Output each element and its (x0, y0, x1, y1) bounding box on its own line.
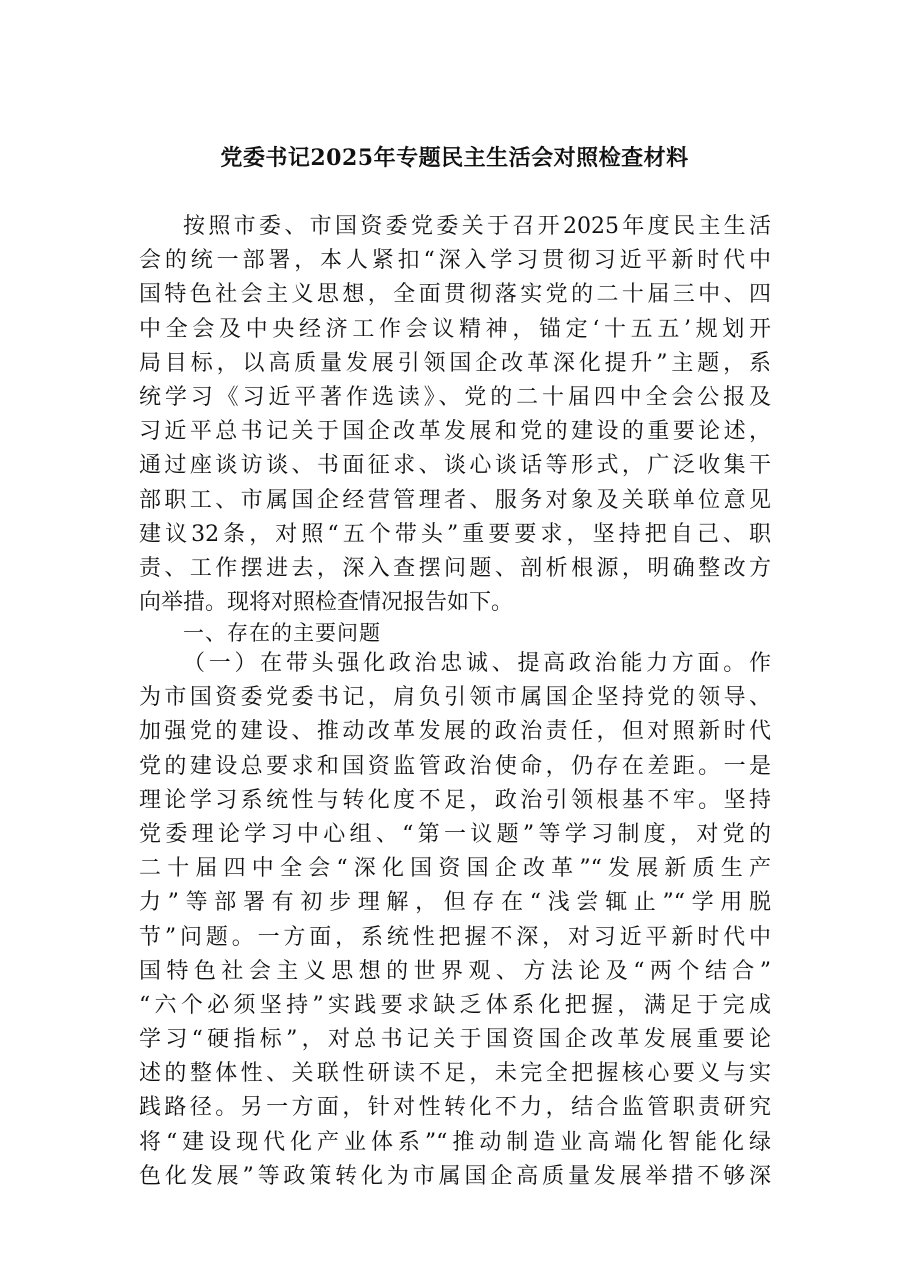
paragraph-line: 理论学习系统性与转化度不足，政治引领根基不牢。坚持 (139, 787, 771, 813)
paragraph-line: 会的统一部署，本人紧扣“深入学习贯彻习近平新时代中 (139, 248, 771, 274)
section-paragraph (139, 647, 771, 1194)
paragraph-line: “六个必须坚持”实践要求缺乏体系化把握，满足于完成 (139, 992, 771, 1018)
paragraph-line: 向举措。现将对照检查情况报告如下。 (139, 590, 514, 616)
paragraph-line: 国特色社会主义思想的世界观、方法论及“两个结合” (139, 958, 771, 984)
paragraph-line: 局目标，以高质量发展引领国企改革深化提升”主题，系 (139, 350, 771, 376)
paragraph-line: 将“建设现代化产业体系”“推动制造业高端化智能化绿 (139, 1129, 771, 1155)
paragraph-line: 习近平总书记关于国企改革发展和党的建设的重要论述， (139, 419, 771, 445)
paragraph-line: 为市国资委党委书记，肩负引领市属国企坚持党的领导、 (139, 685, 771, 711)
paragraph-line: 节”问题。一方面，系统性把握不深，对习近平新时代中 (139, 924, 771, 950)
paragraph-line: 按照市委、市国资委党委关于召开2025年度民主生活 (183, 214, 771, 239)
paragraph-line: 学习“硬指标”，对总书记关于国资国企改革发展重要论 (139, 1027, 771, 1053)
paragraph-line: 述的整体性、关联性研读不足，未完全把握核心要义与实 (139, 1061, 771, 1087)
paragraph-line: 统学习《习近平著作选读》、党的二十届四中全会公报及 (139, 384, 771, 410)
paragraph-line: 通过座谈访谈、书面征求、谈心谈话等形式，广泛收集干 (139, 453, 771, 479)
paragraph-line: 建议32条，对照“五个带头”重要要求，坚持把自己、职 (139, 521, 771, 547)
paragraph-line: 加强党的建设、推动改革发展的政治责任，但对照新时代 (139, 719, 771, 745)
paragraph-line: 中全会及中央经济工作会议精神，锚定‘十五五’规划开 (139, 316, 771, 342)
paragraph-line: 部职工、市属国企经营管理者、服务对象及关联单位意见 (139, 487, 771, 513)
paragraph-line: 党的建设总要求和国资监管政治使命，仍存在差距。一是 (139, 753, 771, 779)
document-title: 党委书记2025年专题民主生活会对照检查材料 (220, 145, 689, 171)
paragraph-line: 国特色社会主义思想，全面贯彻落实党的二十届三中、四 (139, 282, 771, 308)
section-heading: 一、存在的主要问题 (183, 621, 381, 645)
paragraph-line: 党委理论学习中心组、“第一议题”等学习制度，对党的 (139, 821, 771, 847)
paragraph-line: 色化发展”等政策转化为市属国企高质量发展举措不够深 (139, 1163, 771, 1189)
paragraph-line: 力”等部署有初步理解，但存在“浅尝辄止”“学用脱 (139, 890, 771, 916)
paragraph-line: 责、工作摆进去，深入查摆问题、剖析根源，明确整改方 (139, 555, 771, 581)
paragraph-line: 二十届四中全会“深化国资国企改革”“发展新质生产 (139, 856, 771, 882)
paragraph-line: 践路径。另一方面，针对性转化不力，结合监管职责研究 (139, 1095, 771, 1121)
intro-paragraph (139, 210, 771, 620)
paragraph-line: （一）在带头强化政治忠诚、提高政治能力方面。作 (183, 651, 771, 676)
